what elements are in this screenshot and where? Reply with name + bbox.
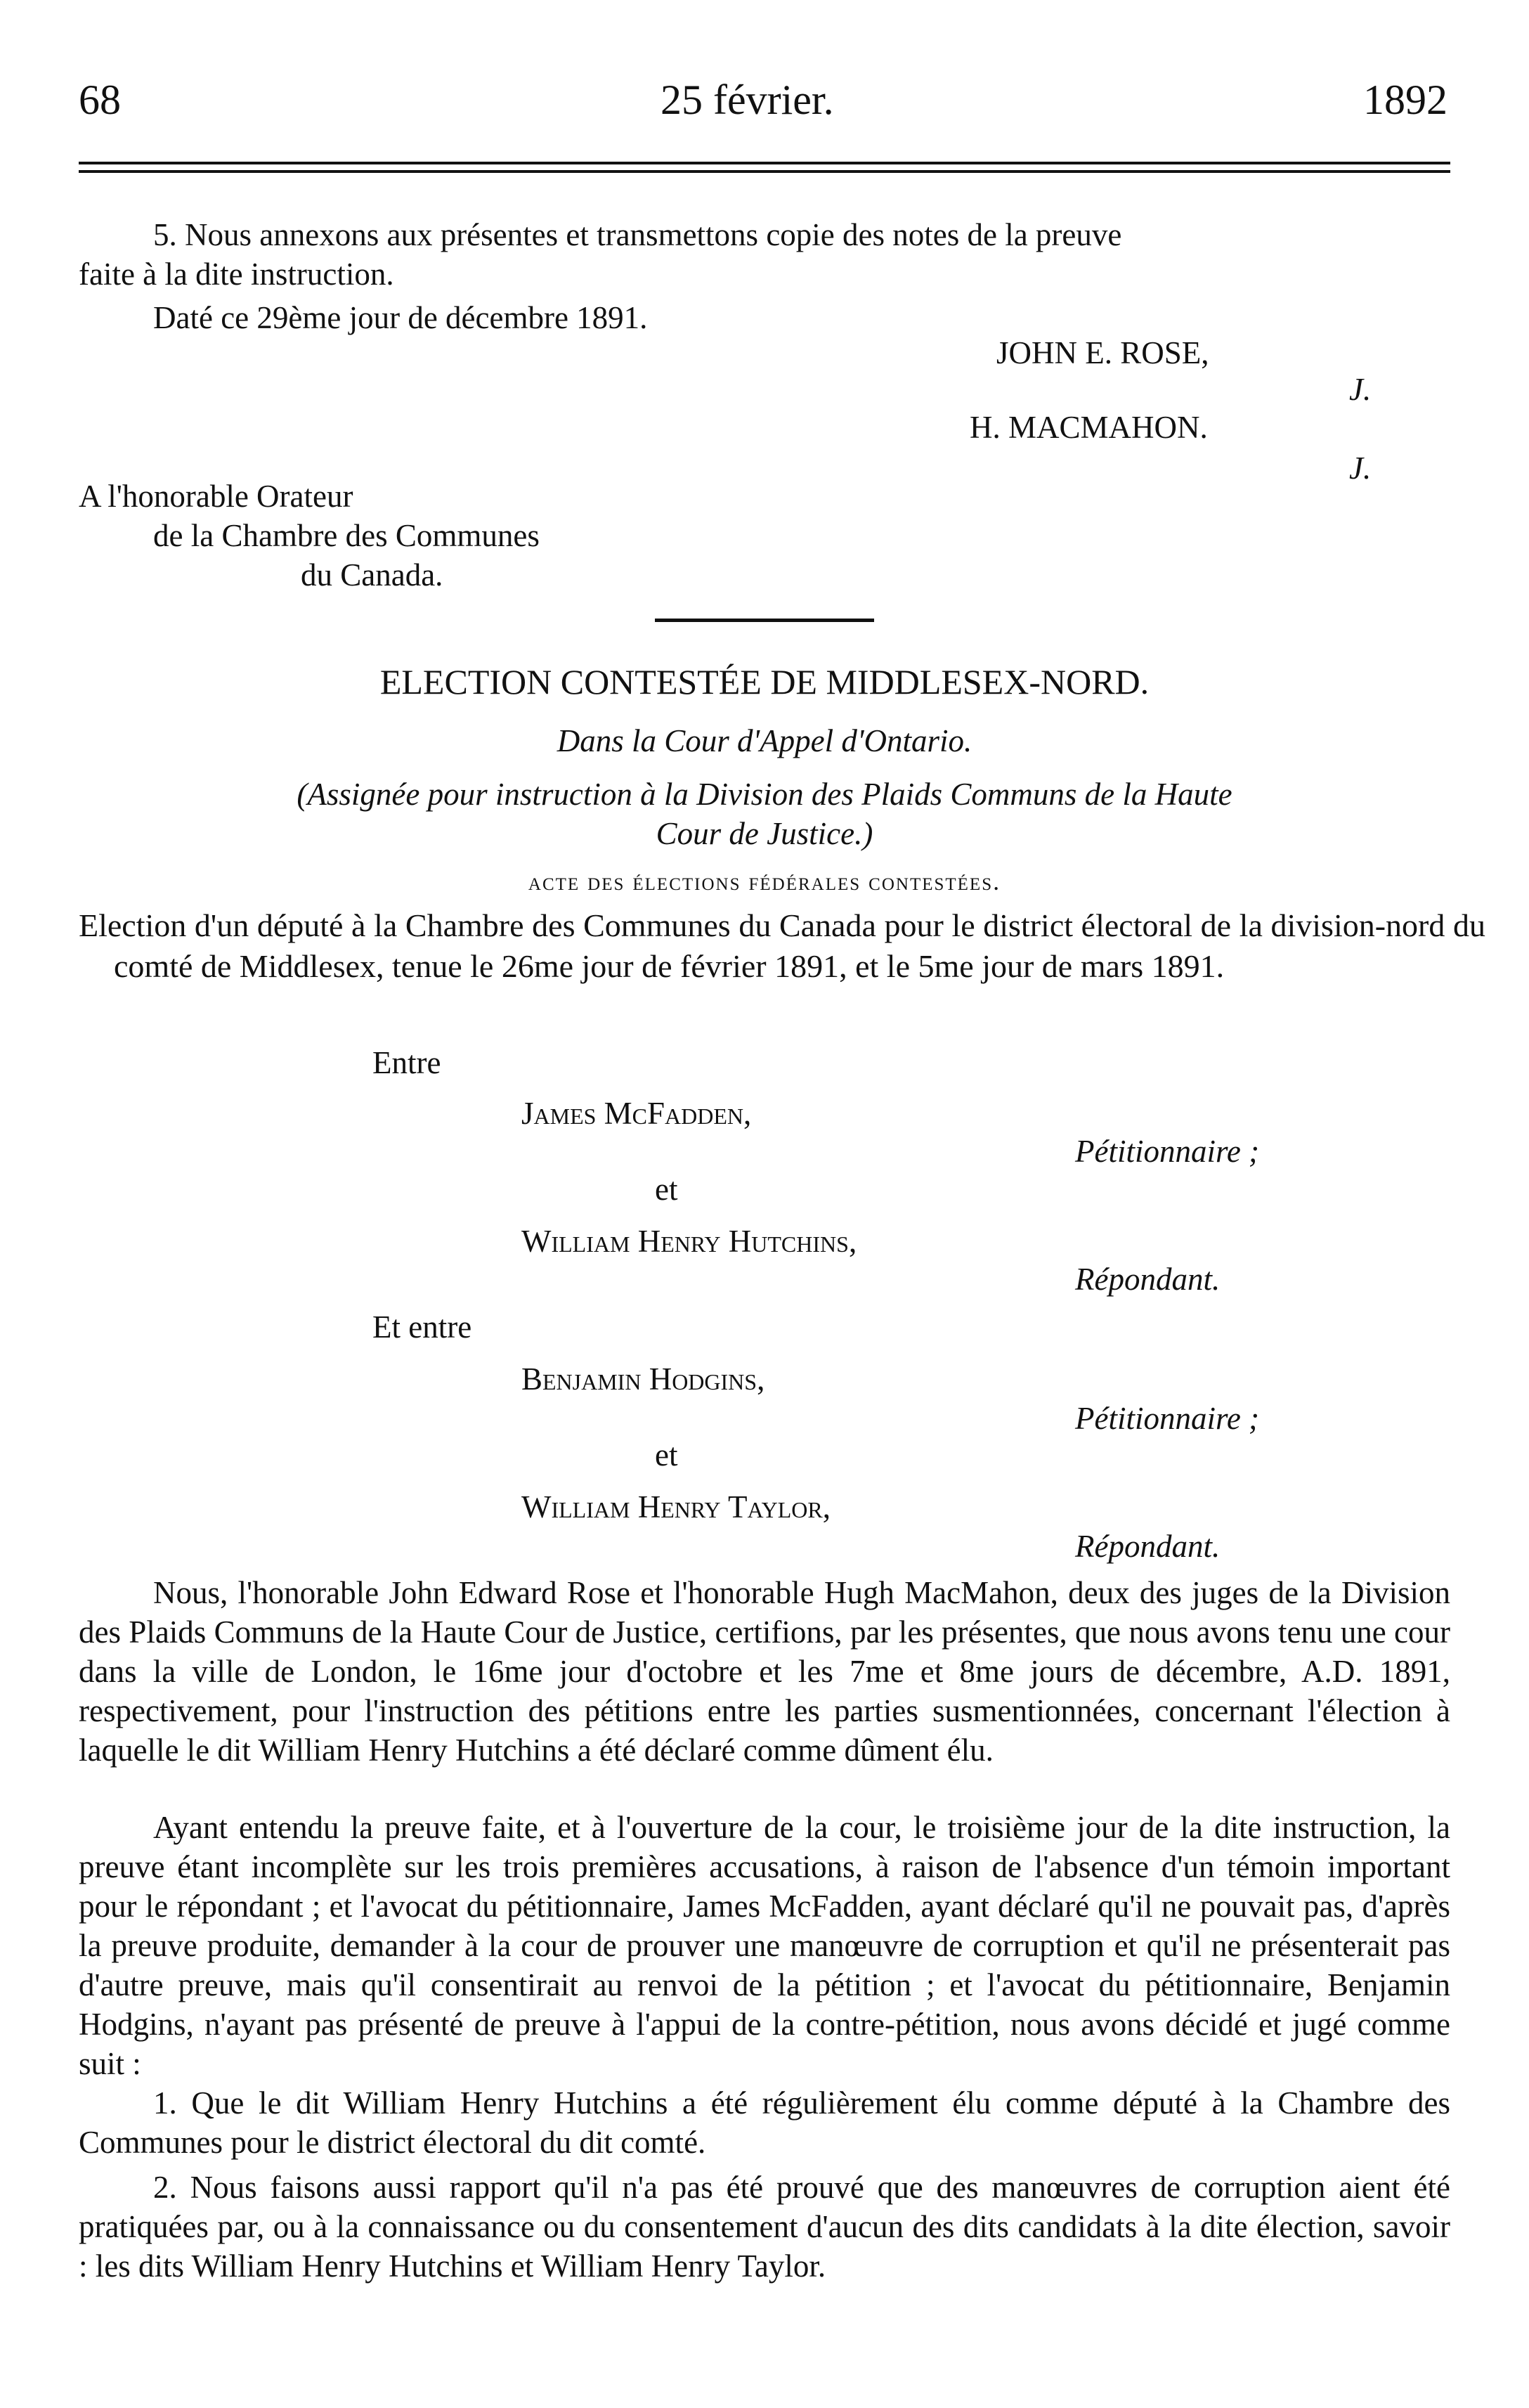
election-intro: Election d'un député à la Chambre des Communes du Canada pour le district électoral de la division-nord du comté de Middlesex, tenue le 26me jour de février 1891, et le 5me jour de mars 1891. (79, 907, 1485, 984)
item5-line2: faite à la dite instruction. (79, 257, 394, 292)
paragraph-proceedings: Ayant entendu la preuve faite, et à l'ouverture de la cour, le troisième jour de la dite instruction, la preuve étant incomplète sur les trois premières accusations, à raison de l'absence d'un témoin important pour le répondant ; et l'avocat du pétitionnaire, James McFadden, ayant déclaré qu'il ne pouvait pas, d'après la preuve produite, demander à la cour de prouver une manœuvre de corruption et qu'il ne présenterait pas d'autre preuve, mais qu'il consentirait au renvoi de la pétition ; et l'avocat du pétitionnaire, Benjamin Hodgins, n'ayant pas présenté de preuve à l'appui de la contre-pétition, nous avons décidé et jugé comme suit : (79, 1810, 1450, 2081)
dated-line: Daté ce 29ème jour de décembre 1891. (153, 300, 648, 335)
signature-judge-macmahon: H. MACMAHON. (970, 410, 1208, 445)
entre-label: Entre (372, 1045, 441, 1080)
header-rule-bottom (79, 170, 1450, 173)
signature-judge-macmahon-title: J. (1349, 451, 1372, 486)
address-line1: A l'honorable Orateur (79, 479, 353, 514)
party-william-henry-taylor: William Henry Taylor, (521, 1489, 831, 1525)
et-label-1: et (655, 1172, 678, 1207)
section-divider (655, 619, 874, 622)
paragraph-finding-2: 2. Nous faisons aussi rapport qu'il n'a pas été prouvé que des manœuvres de corruption aient été pratiquées par, ou à la connaissance ou du consentement d'aucun des dits candidats à la dite élection, savoir : les dits William Henry Hutchins et William Henry Taylor. (79, 2170, 1450, 2284)
party-benjamin-hodgins: Benjamin Hodgins, (521, 1361, 765, 1397)
header-date: 25 février. (661, 77, 834, 123)
role-petitioner-2: Pétitionnaire ; (1075, 1401, 1260, 1436)
party-william-henry-hutchins: William Henry Hutchins, (521, 1224, 857, 1259)
et-label-2: et (655, 1437, 678, 1472)
role-respondent-1: Répondant. (1075, 1262, 1221, 1297)
paragraph-finding-1: 1. Que le dit William Henry Hutchins a été régulièrement élu comme député à la Chambre des Communes pour le district électoral du dit comté. (79, 2085, 1450, 2160)
role-respondent-2: Répondant. (1075, 1529, 1221, 1564)
role-petitioner-1: Pétitionnaire ; (1075, 1134, 1260, 1169)
court-name: Dans la Cour d'Appel d'Ontario. (557, 723, 972, 758)
assigned-line1: (Assignée pour instruction à la Division des Plaids Communs de la Haute (297, 777, 1232, 812)
act-title: acte des élections fédérales contestées. (528, 867, 1001, 895)
page-number: 68 (79, 77, 121, 123)
paragraph-certification: Nous, l'honorable John Edward Rose et l'honorable Hugh MacMahon, deux des juges de la Division des Plaids Communs de la Haute Cour de Justice, certifions, par les présentes, que nous avons tenu une cour dans la ville de London, le 16me jour d'octobre et les 7me et 8me jours de décembre, A.D. 1891, respectivement, pour l'instruction des pétitions entre les parties susmentionnées, concernant l'élection à laquelle le dit William Henry Hutchins a été déclaré comme dûment élu. (79, 1575, 1450, 1768)
address-line2: de la Chambre des Communes (153, 518, 540, 553)
et-entre-label: Et entre (372, 1309, 472, 1345)
signature-judge-rose: JOHN E. ROSE, (996, 335, 1209, 370)
header-year: 1892 (1363, 77, 1447, 123)
party-james-mcfadden: James McFadden, (521, 1096, 752, 1131)
item5-line1: 5. Nous annexons aux présentes et transmettons copie des notes de la preuve (153, 217, 1122, 252)
address-line3: du Canada. (301, 557, 443, 593)
header-rule-top (79, 162, 1450, 164)
signature-judge-rose-title: J. (1349, 372, 1372, 407)
assigned-line2: Cour de Justice.) (656, 816, 873, 851)
election-title: ELECTION CONTESTÉE DE MIDDLESEX-NORD. (379, 662, 1150, 701)
